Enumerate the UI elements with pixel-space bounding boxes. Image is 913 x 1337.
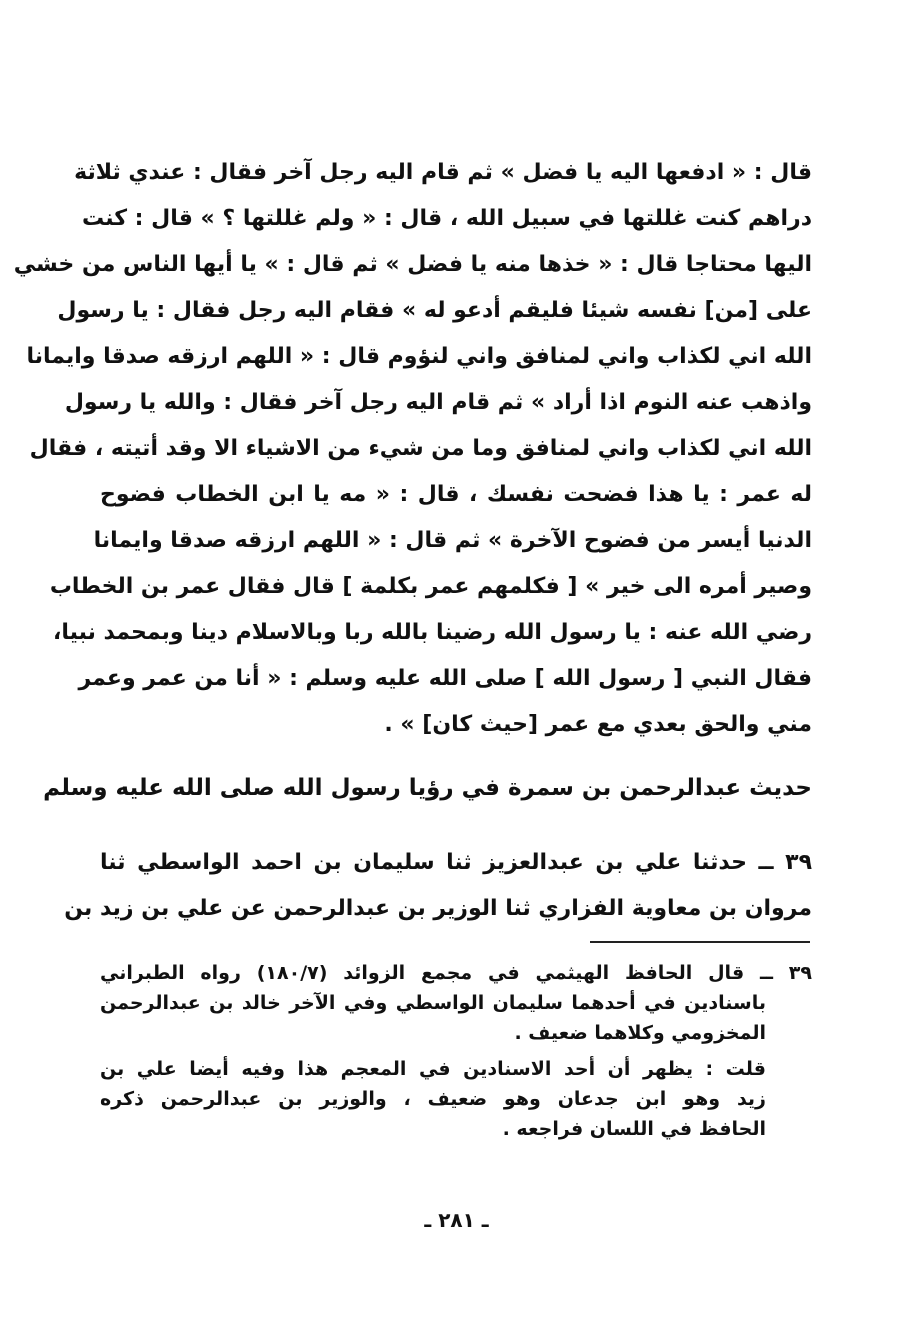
text-line: الله اني لكذاب واني لمنافق وما من شيء من الاشياء الا وقد أتيته ، فقال [29, 436, 812, 461]
page-number: ـ ٢٨١ ـ [424, 1208, 489, 1232]
footnote-line: الحافظ في اللسان فراجعه . [502, 1118, 766, 1140]
text-line: اليها محتاجا قال : « خذها منه يا فضل » ثم قال : » يا أيها الناس من خشي [13, 252, 812, 277]
footnote-line: باسنادين في أحدهما سليمان الواسطي وفي الآخر خالد بن عبدالرحمن [100, 992, 766, 1014]
section-heading: حديث عبدالرحمن بن سمرة في رؤيا رسول الله صلى الله عليه وسلم [43, 775, 812, 801]
text-line: واذهب عنه النوم اذا أراد » ثم قام اليه رجل آخر فقال : والله يا رسول [64, 390, 812, 415]
text-line: الدنيا أيسر من فضوح الآخرة » ثم قال : « اللهم ارزقه صدقا وايمانا [93, 528, 812, 553]
hadith-line: مروان بن معاوية الفزاري ثنا الوزير بن عبدالرحمن عن علي بن زيد بن [64, 896, 812, 921]
footnote-line: قلت : يظهر أن أحد الاسنادين في المعجم هذا وفيه أيضا علي بن [100, 1058, 766, 1080]
main-text-block [13, 150, 812, 748]
footnotes-block [100, 958, 812, 1144]
footnote-line: ٣٩ ــ قال الحافظ الهيثمي في مجمع الزوائد (١٨٠/٧) رواه الطبراني [100, 962, 812, 984]
text-line: رضي الله عنه : يا رسول الله رضينا بالله ربا وبالاسلام دينا وبمحمد نبيا، [53, 620, 812, 645]
footnote-line: زيد وهو ابن جدعان وهو ضعيف ، والوزير بن عبدالرحمن ذكره [100, 1088, 766, 1110]
text-line: وصير أمره الى خير » [ فكلمهم عمر بكلمة ] قال فقال عمر بن الخطاب [49, 574, 812, 599]
text-line: مني والحق بعدي مع عمر [حيث كان] » . [384, 712, 812, 737]
footnote-line: المخزومي وكلاهما ضعيف . [514, 1022, 766, 1044]
hadith-block [64, 840, 812, 932]
text-line: قال : « ادفعها اليه يا فضل » ثم قام اليه رجل آخر فقال : عندي ثلاثة [74, 160, 812, 185]
text-line: دراهم كنت غللتها في سبيل الله ، قال : « ولم غللتها ؟ » قال : كنت [81, 206, 812, 231]
text-line: الله اني لكذاب واني لمنافق واني لنؤوم قال : « اللهم ارزقه صدقا وايمانا [26, 344, 812, 369]
footnote-divider [590, 941, 810, 943]
hadith-line: ٣٩ ــ حدثنا علي بن عبدالعزيز ثنا سليمان بن احمد الواسطي ثنا [100, 850, 812, 875]
text-line: فقال النبي [ رسول الله ] صلى الله عليه وسلم : « أنا من عمر وعمر [78, 666, 812, 691]
text-line: له عمر : يا هذا فضحت نفسك ، قال : « مه يا ابن الخطاب فضوح [100, 482, 812, 507]
text-line: على [من] نفسه شيئا فليقم أدعو له » فقام اليه رجل فقال : يا رسول [57, 298, 812, 323]
